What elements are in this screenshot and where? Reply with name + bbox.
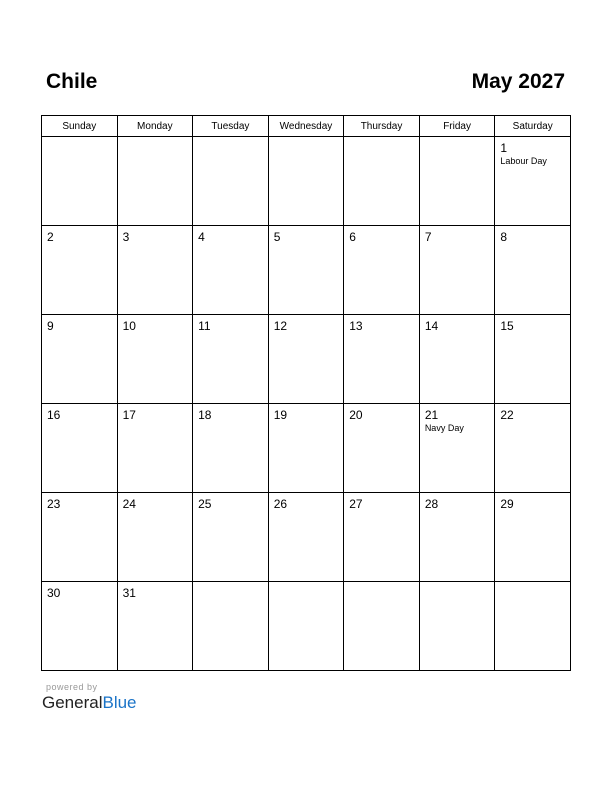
day-cell [344, 315, 420, 404]
day-cell [419, 493, 495, 582]
day-number: 31 [122, 586, 136, 600]
day-number: 14 [424, 319, 439, 333]
day-number: 3 [122, 230, 130, 244]
day-number: 11 [198, 319, 211, 333]
day-cell [193, 493, 269, 582]
day-cell [495, 493, 571, 582]
day-number: 5 [273, 230, 281, 244]
week-row [42, 226, 571, 315]
month-year-title: May 2027 [471, 70, 565, 93]
day-cell [344, 226, 420, 315]
brand-blue: Blue [102, 693, 137, 712]
weekday-header: Tuesday [193, 116, 269, 137]
generalblue-logo[interactable] [42, 693, 137, 713]
day-number: 10 [122, 319, 136, 333]
day-number: 29 [500, 497, 514, 511]
day-cell [42, 226, 118, 315]
day-cell [117, 315, 193, 404]
day-cell [495, 137, 571, 226]
day-cell [268, 582, 344, 671]
day-cell [419, 137, 495, 226]
calendar-grid [41, 115, 571, 671]
country-title: Chile [46, 70, 98, 93]
day-number: 9 [47, 319, 54, 333]
day-cell [193, 226, 269, 315]
day-cell [419, 404, 495, 493]
day-number: 12 [273, 319, 288, 333]
day-cell [42, 315, 118, 404]
weekday-header: Thursday [344, 116, 420, 137]
day-cell [268, 404, 344, 493]
day-number: 17 [122, 408, 136, 422]
holiday-label: Labour Day [500, 156, 547, 166]
day-cell [268, 315, 344, 404]
day-number: 24 [122, 497, 136, 511]
day-cell [193, 315, 269, 404]
day-cell [419, 315, 495, 404]
day-cell [42, 493, 118, 582]
holiday-label: Navy Day [424, 423, 464, 433]
powered-by-text: powered by [46, 682, 98, 692]
day-number: 1 [500, 141, 508, 155]
day-cell [344, 493, 420, 582]
day-number: 28 [424, 497, 439, 511]
day-number: 20 [349, 408, 363, 422]
day-number: 19 [273, 408, 288, 422]
weekday-header: Friday [419, 116, 495, 137]
week-row [42, 315, 571, 404]
day-cell [193, 404, 269, 493]
weekday-header: Wednesday [268, 116, 344, 137]
day-number: 7 [424, 230, 432, 244]
week-row [42, 404, 571, 493]
week-row [42, 582, 571, 671]
day-cell [344, 582, 420, 671]
day-cell [495, 226, 571, 315]
weekday-header: Monday [117, 116, 193, 137]
day-cell [117, 582, 193, 671]
day-number: 16 [47, 408, 61, 422]
day-cell [268, 493, 344, 582]
day-number: 8 [500, 230, 508, 244]
day-number: 30 [47, 586, 61, 600]
day-cell [419, 226, 495, 315]
week-row [42, 137, 571, 226]
day-number: 6 [349, 230, 356, 244]
day-cell [117, 404, 193, 493]
day-cell [268, 137, 344, 226]
day-number: 21 [424, 408, 439, 422]
day-cell [495, 404, 571, 493]
day-number: 23 [47, 497, 61, 511]
day-number: 13 [349, 319, 363, 333]
day-cell [344, 137, 420, 226]
day-number: 15 [500, 319, 514, 333]
day-cell [193, 582, 269, 671]
day-number: 25 [198, 497, 212, 511]
day-number: 26 [273, 497, 288, 511]
day-cell [193, 137, 269, 226]
day-cell [344, 404, 420, 493]
weekday-header: Sunday [42, 116, 118, 137]
day-cell [42, 404, 118, 493]
weekday-header: Saturday [495, 116, 571, 137]
day-number: 22 [500, 408, 514, 422]
day-number: 18 [198, 408, 212, 422]
brand-general: General [42, 693, 103, 712]
day-number: 2 [47, 230, 54, 244]
day-cell [268, 226, 344, 315]
day-number: 4 [198, 230, 205, 244]
day-cell [495, 315, 571, 404]
day-cell [419, 582, 495, 671]
day-cell [495, 582, 571, 671]
week-row [42, 493, 571, 582]
day-cell [42, 137, 118, 226]
day-cell [117, 137, 193, 226]
day-cell [117, 493, 193, 582]
day-cell [42, 582, 118, 671]
day-number: 27 [349, 497, 363, 511]
weekday-header-row [42, 116, 571, 137]
day-cell [117, 226, 193, 315]
